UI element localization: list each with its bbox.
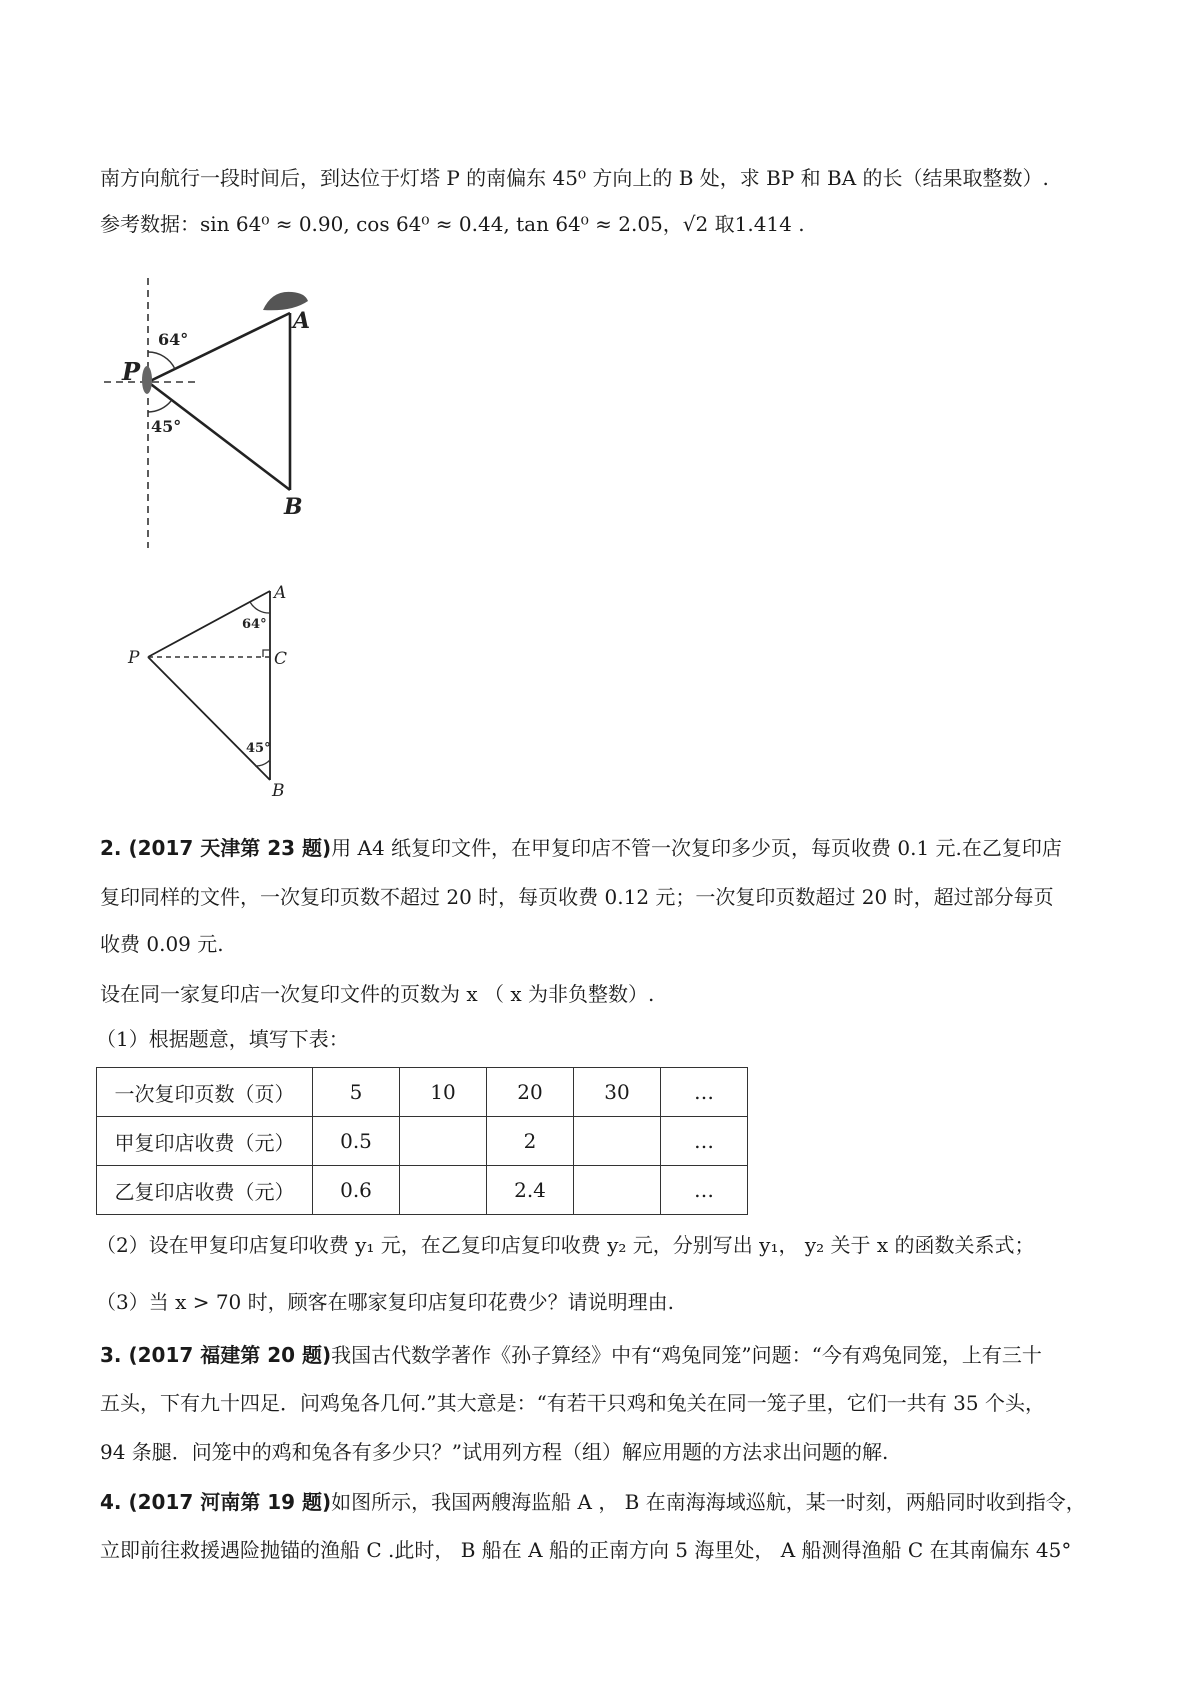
fee-table xyxy=(96,1067,748,1215)
problem4-source: 4. (2017 河南第 19 题) xyxy=(100,1490,332,1514)
table-cell: … xyxy=(661,1068,748,1117)
problem2-line3: 收费 0.09 元. xyxy=(100,932,224,956)
figure1-label-B: B xyxy=(284,494,303,520)
figure2-segment-PB xyxy=(148,657,270,780)
table-cell xyxy=(574,1117,661,1166)
figure2-label-A: A xyxy=(274,583,287,603)
table-cell: 0.5 xyxy=(313,1117,400,1166)
figure1-label-A: A xyxy=(293,308,311,334)
table-cell: 30 xyxy=(574,1068,661,1117)
table-row xyxy=(97,1068,748,1117)
figure2-angle-64: 64° xyxy=(242,617,267,632)
figure2-diagram xyxy=(110,580,310,800)
table-row xyxy=(97,1117,748,1166)
figure2-angle-arc-bottom xyxy=(255,760,270,766)
figure2-right-angle-mark xyxy=(263,650,270,657)
table-cell: 甲复印店收费（元） xyxy=(97,1117,313,1166)
problem3-source: 3. (2017 福建第 20 题) xyxy=(100,1343,332,1367)
table-cell: … xyxy=(661,1166,748,1215)
table-cell: … xyxy=(661,1117,748,1166)
figure2-angle-45: 45° xyxy=(246,741,271,756)
problem1-reference-data: 参考数据：sin 64⁰ ≈ 0.90, cos 64⁰ ≈ 0.44, tan 64⁰ ≈ 2.05，√2 取1.414 . xyxy=(100,212,805,236)
problem2-line4: 设在同一家复印店一次复印文件的页数为 x （ x 为非负整数）. xyxy=(100,982,655,1006)
problem3-line3: 94 条腿．问笼中的鸡和兔各有多少只？”试用列方程（组）解应用题的方法求出问题的解. xyxy=(100,1440,889,1464)
figure2-angle-arc-top xyxy=(250,602,270,613)
table-cell: 乙复印店收费（元） xyxy=(97,1166,313,1215)
problem4-line2: 立即前往救援遇险抛锚的渔船 C .此时， B 船在 A 船的正南方向 5 海里处， A 船测得渔船 C 在其南偏东 45° xyxy=(100,1538,1072,1562)
problem2-line1: 2. (2017 天津第 23 题)用 A4 纸复印文件，在甲复印店不管一次复印多少页，每页收费 0.1 元.在乙复印店 xyxy=(100,836,1062,860)
table-cell: 5 xyxy=(313,1068,400,1117)
problem2-question2: （2）设在甲复印店复印收费 y₁ 元，在乙复印店复印收费 y₂ 元，分别写出 y₁， y₂ 关于 x 的函数关系式； xyxy=(96,1233,1035,1257)
figure1-angle-64: 64° xyxy=(158,330,189,349)
table-cell: 20 xyxy=(487,1068,574,1117)
figure1-segment-PB xyxy=(148,382,290,490)
figure2-label-C: C xyxy=(274,649,288,669)
figure2-label-P: P xyxy=(128,648,140,668)
problem3-line2: 五头，下有九十四足．问鸡兔各几何.”其大意是：“有若干只鸡和兔关在同一笼子里，它们一共有 35 个头， xyxy=(100,1391,1045,1415)
problem3-line1: 3. (2017 福建第 20 题)我国古代数学著作《孙子算经》中有“鸡兔同笼”问题：“今有鸡兔同笼，上有三十 xyxy=(100,1343,1042,1367)
table-cell: 一次复印页数（页） xyxy=(97,1068,313,1117)
figure1-diagram xyxy=(100,268,340,568)
problem1-line1: 南方向航行一段时间后，到达位于灯塔 P 的南偏东 45⁰ 方向上的 B 处，求 BP 和 BA 的长（结果取整数）. xyxy=(100,166,1049,190)
table-cell: 2 xyxy=(487,1117,574,1166)
table-cell: 2.4 xyxy=(487,1166,574,1215)
problem2-line2: 复印同样的文件，一次复印页数不超过 20 时，每页收费 0.12 元；一次复印页数超过 20 时，超过部分每页 xyxy=(100,885,1054,909)
table-cell xyxy=(400,1166,487,1215)
figure1-angle-arc-bottom xyxy=(148,401,171,412)
figure1-angle-arc-top xyxy=(148,352,175,369)
table-cell: 0.6 xyxy=(313,1166,400,1215)
table-cell xyxy=(400,1117,487,1166)
table-row xyxy=(97,1166,748,1215)
figure1-angle-45: 45° xyxy=(151,417,182,436)
problem2-question3: （3）当 x > 70 时，顾客在哪家复印店复印花费少？请说明理由. xyxy=(96,1290,674,1314)
table-cell xyxy=(574,1166,661,1215)
figure2-label-B: B xyxy=(272,781,285,800)
problem2-source: 2. (2017 天津第 23 题) xyxy=(100,836,332,860)
lighthouse-icon xyxy=(142,366,152,394)
problem4-line1: 4. (2017 河南第 19 题)如图所示，我国两艘海监船 A ， B 在南海海域巡航，某一时刻，两船同时收到指令， xyxy=(100,1490,1086,1514)
figure1-label-P: P xyxy=(122,357,141,386)
table-cell: 10 xyxy=(400,1068,487,1117)
problem2-question1: （1）根据题意，填写下表： xyxy=(96,1027,349,1051)
